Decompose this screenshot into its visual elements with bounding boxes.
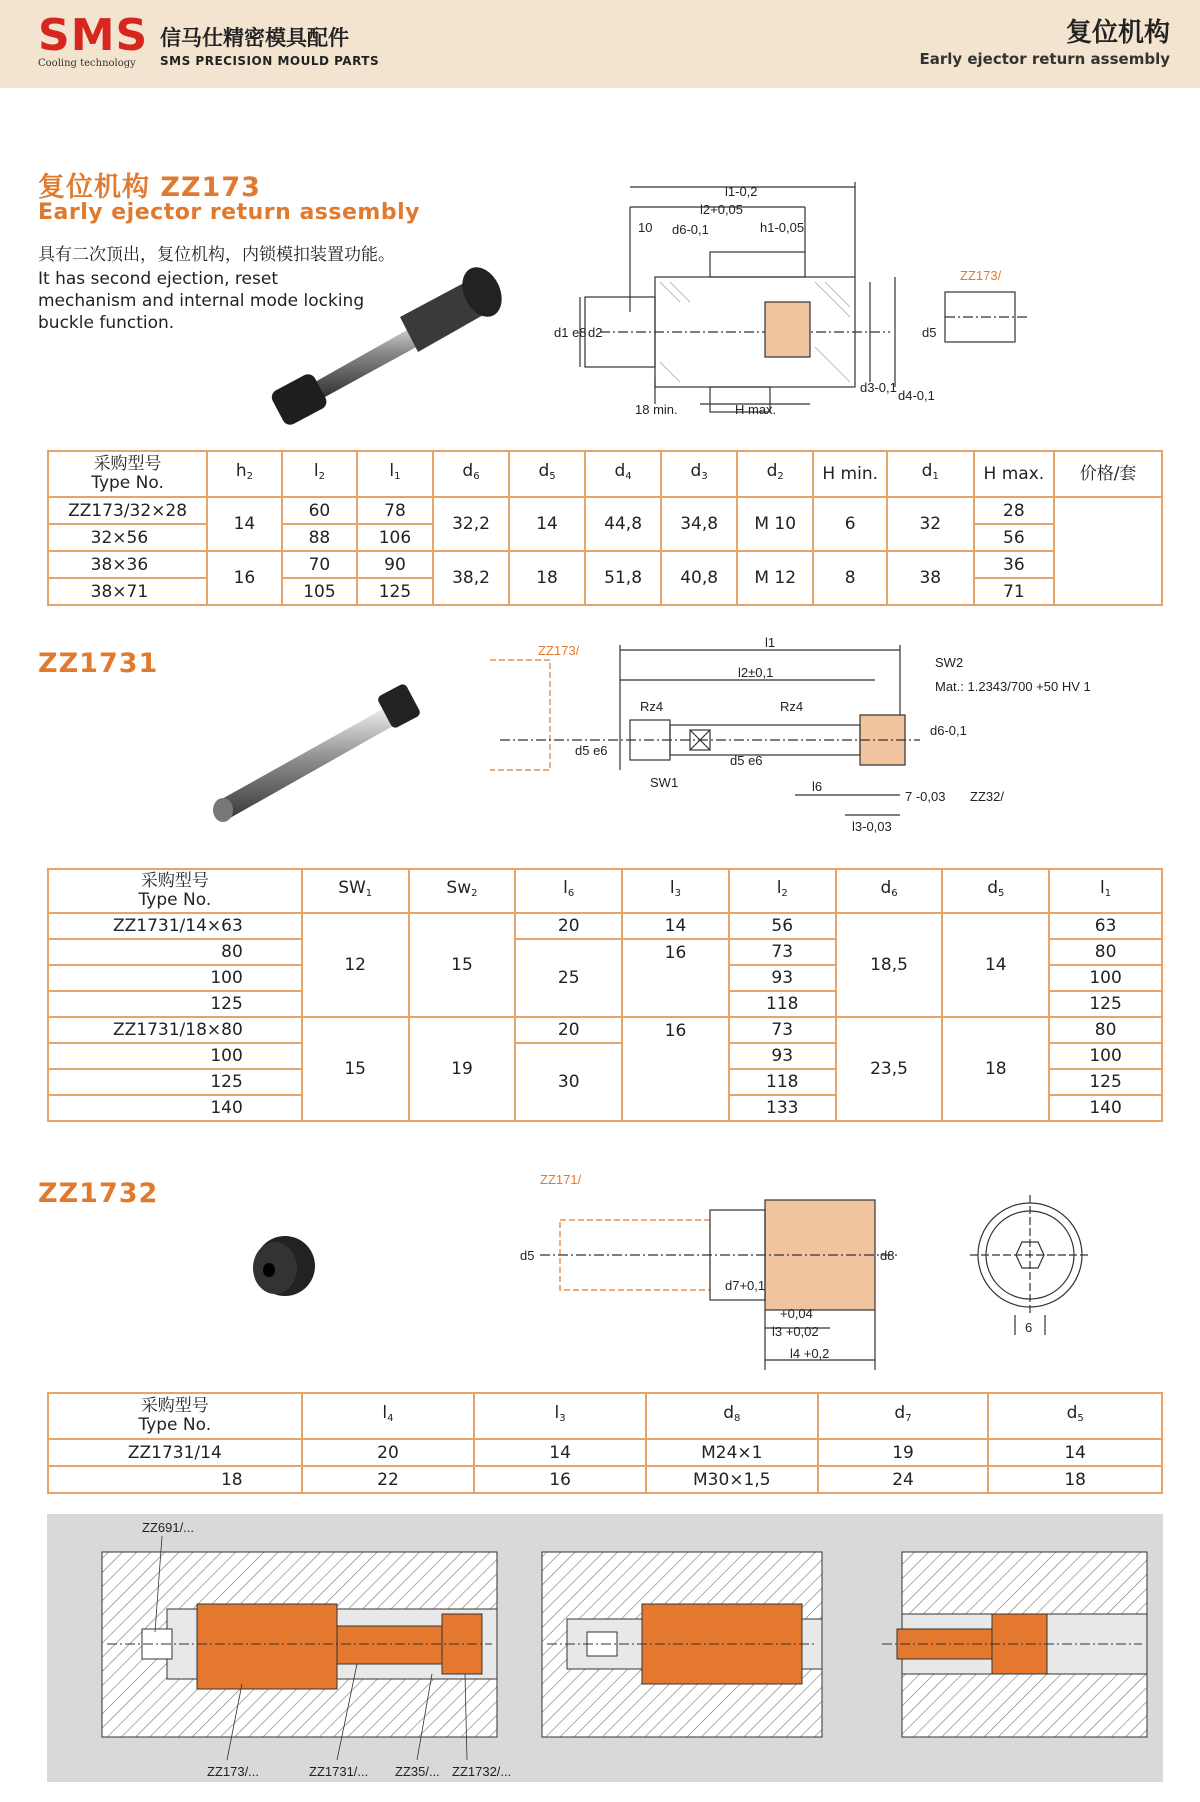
col-l3 (474, 1393, 646, 1439)
h2-sub: 2 (246, 471, 253, 482)
cell-type: ZZ1731/14 (48, 1439, 302, 1466)
table-row (48, 497, 1162, 524)
cell-sw2: 15 (409, 913, 516, 1017)
d2-sub: 2 (777, 471, 784, 482)
zz173-title: 复位机构 ZZ173 (38, 172, 261, 203)
table-row (48, 1017, 1162, 1043)
l2-label: l (313, 461, 319, 481)
cell-type: 38×71 (48, 578, 207, 605)
cell-type: 100 (48, 1043, 302, 1069)
col-l1 (1049, 869, 1162, 913)
l2-label: l (776, 878, 782, 898)
cell-l6: 30 (515, 1043, 622, 1121)
col-d5 (942, 869, 1049, 913)
cell-l2: 93 (729, 1043, 836, 1069)
l1-sub: 1 (394, 471, 401, 482)
cell-d6: 32,2 (433, 497, 510, 551)
l1-label: l (1100, 878, 1105, 898)
col-sw2 (409, 869, 516, 913)
d6-label: d (462, 461, 474, 481)
cell-sw1: 12 (302, 913, 409, 1017)
label-d5: d5 (520, 1248, 535, 1263)
col-type (48, 451, 207, 497)
table-row (48, 1439, 1162, 1466)
label-tol-top: +0,04 (780, 1306, 813, 1321)
sms-logo (38, 10, 149, 69)
cell-l6: 25 (515, 939, 622, 1017)
type-en: Type No. (91, 473, 164, 493)
zz173-product-photo (260, 262, 530, 432)
label-d1: d1 e8 (554, 325, 587, 340)
cell-hmax: 28 (974, 497, 1055, 524)
cell-d1: 38 (887, 551, 974, 605)
cell-l4: 22 (302, 1466, 475, 1493)
l4-label: l (382, 1403, 388, 1423)
label-zz35: ZZ35/... (395, 1764, 440, 1779)
cell-price (1054, 497, 1162, 605)
col-l4 (302, 1393, 475, 1439)
cell-d8: M30×1,5 (646, 1466, 818, 1493)
label-ref-zz173: ZZ173/ (538, 643, 580, 658)
cell-l2: 88 (282, 524, 358, 551)
cell-l2: 56 (729, 913, 836, 939)
label-zz691: ZZ691/... (142, 1520, 195, 1535)
table-header-row (48, 1393, 1162, 1439)
cell-l2: 73 (729, 939, 836, 965)
zz1732-technical-drawing (510, 1160, 1110, 1380)
cell-d1: 32 (887, 497, 974, 551)
cell-l6: 20 (515, 913, 622, 939)
type-en: Type No. (138, 1415, 212, 1435)
cell-sw2: 19 (409, 1017, 516, 1121)
cell-type: 125 (48, 1069, 302, 1095)
label-rz4-b: Rz4 (780, 699, 804, 714)
label-d6: d6-0,1 (930, 723, 967, 738)
cell-l3: 16 (622, 939, 729, 1017)
logo-subtitle: Cooling technology (38, 58, 136, 69)
header-title-cn: 复位机构 (1065, 18, 1170, 48)
sw1-label: SW (338, 878, 366, 898)
label-6: 6 (1025, 1320, 1033, 1335)
cell-type: ZZ173/32×28 (48, 497, 207, 524)
col-l2 (282, 451, 358, 497)
col-hmin: H min. (813, 451, 887, 497)
type-en: Type No. (138, 890, 212, 910)
cell-d5: 14 (942, 913, 1049, 1017)
zz1731-technical-drawing (480, 635, 1120, 845)
label-sw1: SW1 (650, 775, 679, 790)
table-header-row (48, 869, 1162, 913)
d3-label: d (690, 461, 702, 481)
cell-type: 100 (48, 965, 302, 991)
cell-hmin: 6 (813, 497, 887, 551)
col-d7 (818, 1393, 989, 1439)
d5-label: d (538, 461, 550, 481)
cell-l1: 63 (1049, 913, 1162, 939)
label-d6: d6-0,1 (672, 222, 709, 237)
cell-hmax: 71 (974, 578, 1055, 605)
col-price: 价格/套 (1054, 451, 1162, 497)
sw1-sub: 1 (365, 888, 373, 899)
col-l3 (622, 869, 729, 913)
cell-l2: 73 (729, 1017, 836, 1043)
d5-label: d (1066, 1403, 1078, 1423)
label-h1: h1-0,05 (760, 220, 805, 235)
label-d3: d3-0,1 (860, 380, 897, 395)
cell-d3: 40,8 (661, 551, 737, 605)
cell-l2: 105 (282, 578, 358, 605)
logo-mark: SMS (38, 10, 149, 61)
label-10: 10 (638, 220, 653, 235)
cell-l1: 106 (357, 524, 433, 551)
label-d7: d7+0,1 (725, 1278, 766, 1293)
label-rz4-a: Rz4 (640, 699, 664, 714)
assembly-drawing (47, 1514, 1163, 1782)
d6-sub: 6 (473, 471, 480, 482)
col-d4 (585, 451, 662, 497)
cell-d3: 34,8 (661, 497, 737, 551)
l3-sub: 3 (674, 888, 682, 899)
label-18min: 18 min. (635, 402, 678, 417)
col-type (48, 1393, 302, 1439)
col-l1 (357, 451, 433, 497)
cell-l2: 93 (729, 965, 836, 991)
cell-hmin: 8 (813, 551, 887, 605)
cell-l2: 118 (729, 1069, 836, 1095)
zz173-technical-drawing (554, 172, 1040, 422)
cell-type: 80 (48, 939, 302, 965)
label-d5e6-b: d5 e6 (730, 753, 763, 768)
cell-hmax: 36 (974, 551, 1055, 578)
col-d3 (661, 451, 737, 497)
label-l1: l1-0,2 (725, 184, 758, 199)
cell-type: 38×36 (48, 551, 207, 578)
label-zz1731: ZZ1731/... (309, 1764, 369, 1779)
label-zz1732: ZZ1732/... (452, 1764, 512, 1779)
table-header-row (48, 451, 1162, 497)
label-d2: d2 (588, 325, 603, 340)
d2-label: d (766, 461, 778, 481)
col-d2 (737, 451, 814, 497)
col-l6 (515, 869, 622, 913)
brand-name-en: SMS PRECISION MOULD PARTS (160, 54, 380, 68)
cell-h2: 14 (207, 497, 282, 551)
d7-label: d (894, 1403, 906, 1423)
label-l3: l3-0,03 (852, 819, 892, 834)
label-ref-zz173: ZZ173/ (960, 268, 1002, 283)
label-zz32: ZZ32/ (970, 789, 1004, 804)
label-7: 7 -0,03 (905, 789, 946, 804)
d5-sub: 5 (1077, 1413, 1084, 1424)
l2-sub: 2 (318, 471, 325, 482)
d5-sub: 5 (549, 471, 556, 482)
table-row (48, 551, 1162, 578)
cell-d5: 14 (509, 497, 585, 551)
l4-sub: 4 (387, 1413, 394, 1424)
col-d5 (509, 451, 585, 497)
cell-d7: 24 (818, 1466, 989, 1493)
cell-d6: 18,5 (836, 913, 943, 1017)
cell-type: 125 (48, 991, 302, 1017)
label-d8: d8 (880, 1248, 895, 1263)
cell-type: ZZ1731/18×80 (48, 1017, 302, 1043)
l3-label: l (669, 878, 675, 898)
h2-label: h (235, 461, 247, 481)
cell-d2: M 12 (737, 551, 814, 605)
cell-l2: 70 (282, 551, 358, 578)
cell-l2: 60 (282, 497, 358, 524)
cell-sw1: 15 (302, 1017, 409, 1121)
col-hmax: H max. (974, 451, 1055, 497)
cell-l2: 133 (729, 1095, 836, 1121)
cell-l3: 16 (622, 1017, 729, 1121)
label-l2: l2+0,05 (700, 202, 744, 217)
cell-d2: M 10 (737, 497, 814, 551)
sw2-sub: 2 (471, 888, 478, 899)
label-ref-zz171: ZZ171/ (540, 1172, 582, 1187)
l3-sub: 3 (559, 1413, 566, 1424)
col-h2 (207, 451, 282, 497)
d6-sub: 6 (891, 888, 898, 899)
type-cn: 采购型号 (93, 454, 162, 474)
zz1732-product-photo (245, 1228, 325, 1303)
d5-label: d (987, 878, 999, 898)
cell-l4: 20 (302, 1439, 475, 1466)
zz173-description-cn: 具有二次顶出，复位机构，内锁模扣装置功能。 (38, 245, 395, 265)
col-d6 (433, 451, 510, 497)
d8-label: d (723, 1403, 734, 1423)
col-l2 (729, 869, 836, 913)
d5-sub: 5 (998, 888, 1005, 899)
cell-d6: 38,2 (433, 551, 510, 605)
col-sw1 (302, 869, 409, 913)
zz1731-title: ZZ1731 (38, 648, 159, 679)
cell-type: 140 (48, 1095, 302, 1121)
cell-l3: 16 (474, 1466, 646, 1493)
zz173-description-en: It has second ejection, reset mechanism and internal mode locking buckle function. (38, 269, 365, 333)
label-sw2: SW2 (935, 655, 964, 670)
d3-sub: 3 (701, 471, 708, 482)
cell-l1: 125 (357, 578, 433, 605)
cell-d5: 18 (509, 551, 585, 605)
zz173-title-en: Early ejector return assembly (38, 200, 420, 225)
cell-l3: 14 (622, 913, 729, 939)
label-l2: l2±0,1 (738, 665, 774, 680)
cell-l1: 80 (1049, 939, 1162, 965)
zz1731-spec-table (47, 868, 1163, 1122)
cell-l2: 118 (729, 991, 836, 1017)
header-title-en: Early ejector return assembly (919, 50, 1170, 68)
cell-l1: 125 (1049, 1069, 1162, 1095)
cell-l1: 90 (357, 551, 433, 578)
col-d8 (646, 1393, 818, 1439)
d7-sub: 7 (905, 1413, 912, 1424)
label-hmax: H max. (735, 402, 777, 417)
table-row (48, 913, 1162, 939)
cell-l1: 100 (1049, 1043, 1162, 1069)
cell-d6: 23,5 (836, 1017, 943, 1121)
label-l4: l4 +0,2 (790, 1346, 830, 1361)
assembly-panel (47, 1514, 1163, 1782)
col-d1 (887, 451, 974, 497)
label-l3: l3 +0,02 (772, 1324, 819, 1339)
cell-d5: 14 (988, 1439, 1162, 1466)
label-d5: d5 (922, 325, 937, 340)
cell-l1: 78 (357, 497, 433, 524)
cell-d4: 44,8 (585, 497, 662, 551)
label-material: Mat.: 1.2343/700 +50 HV 1 (935, 679, 1091, 694)
cell-l6: 20 (515, 1017, 622, 1043)
cell-d7: 19 (818, 1439, 989, 1466)
label-d4: d4-0,1 (898, 388, 935, 403)
cell-hmax: 56 (974, 524, 1055, 551)
label-l1: l1 (765, 635, 776, 650)
sw2-label: Sw (446, 878, 472, 898)
cell-d8: M24×1 (646, 1439, 818, 1466)
type-cn: 采购型号 (140, 1396, 209, 1416)
table-row (48, 1466, 1162, 1493)
d6-label: d (880, 878, 892, 898)
label-l6: l6 (812, 779, 823, 794)
l1-label: l (389, 461, 395, 481)
col-d6 (836, 869, 943, 913)
label-d5e6-a: d5 e6 (575, 743, 608, 758)
l6-label: l (563, 878, 568, 898)
cell-l3: 14 (474, 1439, 646, 1466)
d4-sub: 4 (625, 471, 632, 482)
zz1732-title: ZZ1732 (38, 1178, 159, 1209)
d8-sub: 8 (734, 1413, 741, 1424)
zz1732-spec-table (47, 1392, 1163, 1494)
zz1731-product-photo (205, 680, 435, 830)
cell-type: 18 (48, 1466, 302, 1493)
l6-sub: 6 (567, 888, 575, 899)
col-type (48, 869, 302, 913)
label-zz173: ZZ173/... (207, 1764, 260, 1779)
type-cn: 采购型号 (140, 871, 209, 891)
cell-d5: 18 (942, 1017, 1049, 1121)
page-header (0, 0, 1200, 88)
d1-sub: 1 (932, 471, 939, 482)
cell-type: ZZ1731/14×63 (48, 913, 302, 939)
brand-name-cn: 信马仕精密模具配件 (160, 26, 349, 50)
cell-l1: 140 (1049, 1095, 1162, 1121)
l2-sub: 2 (781, 888, 788, 899)
zz173-spec-table (47, 450, 1163, 606)
l3-label: l (554, 1403, 560, 1423)
l1-sub: 1 (1104, 888, 1112, 899)
cell-d4: 51,8 (585, 551, 662, 605)
col-d5 (988, 1393, 1162, 1439)
cell-l1: 125 (1049, 991, 1162, 1017)
d1-label: d (921, 461, 933, 481)
d4-label: d (614, 461, 626, 481)
cell-h2: 16 (207, 551, 282, 605)
cell-l1: 80 (1049, 1017, 1162, 1043)
cell-d5: 18 (988, 1466, 1162, 1493)
cell-type: 32×56 (48, 524, 207, 551)
cell-l1: 100 (1049, 965, 1162, 991)
